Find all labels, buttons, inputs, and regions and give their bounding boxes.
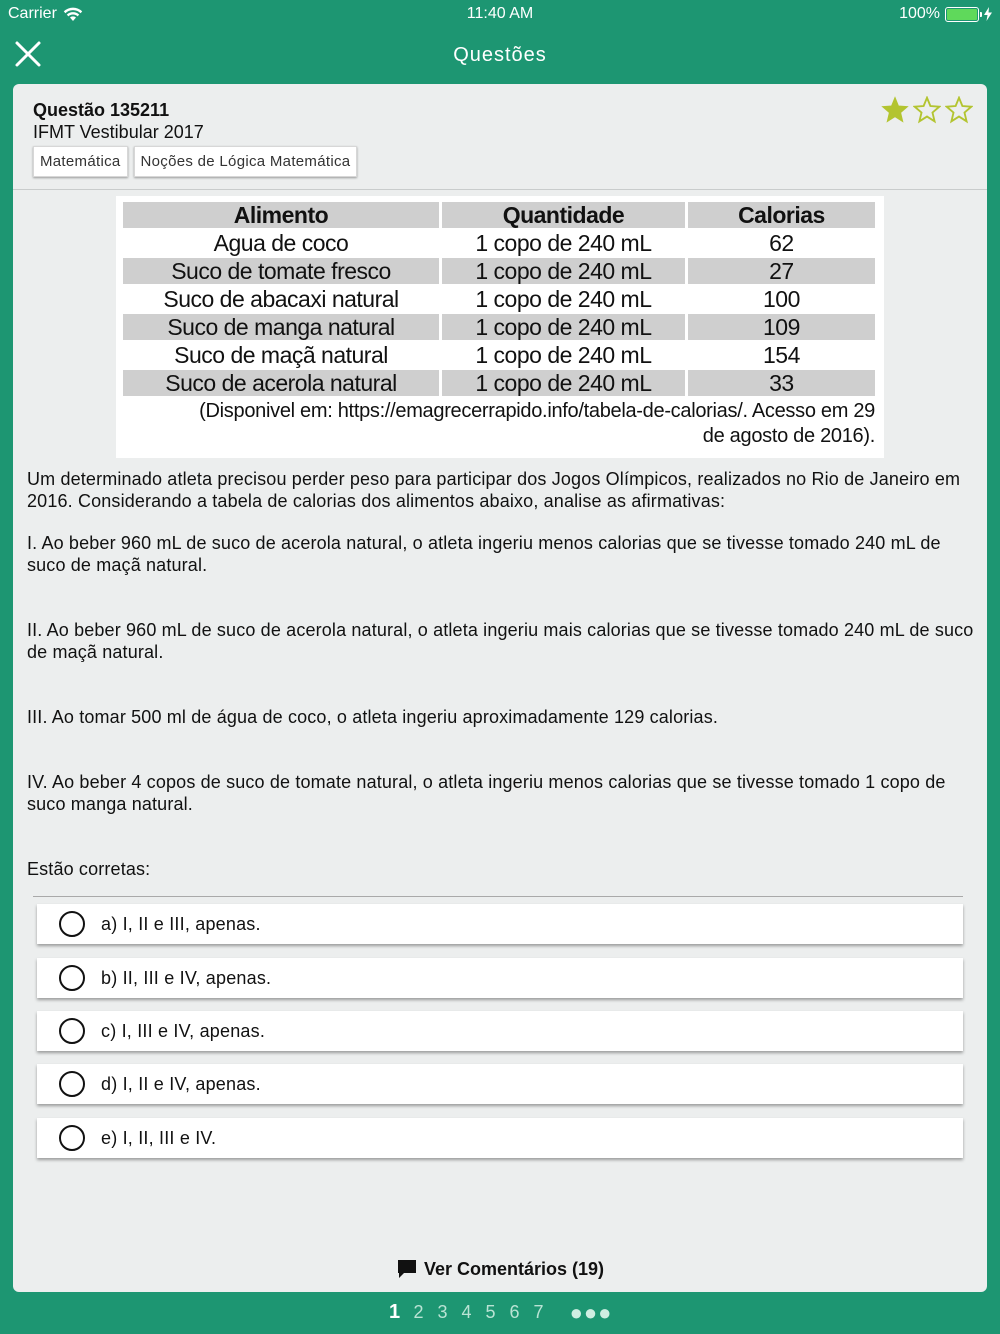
star-filled-icon[interactable]	[881, 96, 909, 124]
table-row	[123, 230, 875, 256]
table-cell: 1 copo de 240 mL	[442, 370, 685, 396]
page-7[interactable]: 7	[533, 1302, 544, 1322]
tag-matematica[interactable]: Matemática	[33, 146, 128, 177]
table-cell: 33	[688, 370, 875, 396]
answer-label: c) I, III e IV, apenas.	[101, 1020, 266, 1041]
table-source-line: de agosto de 2016).	[702, 425, 875, 447]
table-cell: Suco de manga natural	[123, 314, 439, 340]
page-1[interactable]: 1	[389, 1301, 401, 1323]
table-source-line: (Disponivel em: https://emagrecerrapido.info/tabela-de-calorias/. Acesso em 29	[199, 400, 875, 422]
question-prompt: Estão corretas:	[27, 859, 151, 879]
page-3[interactable]: 3	[437, 1302, 448, 1322]
table-cell: 1 copo de 240 mL	[442, 286, 685, 312]
answer-option-a[interactable]	[37, 904, 963, 944]
navigation-bar	[0, 30, 1000, 82]
table-row	[123, 258, 875, 284]
divider	[33, 896, 963, 897]
page-title: Questões	[453, 44, 547, 66]
statement-iv: IV. Ao beber 4 copos de suco de tomate natural, o atleta ingeriu menos calorias que se tivesse tomado 1 copo de suco manga natural.	[27, 772, 946, 814]
question-header	[13, 84, 987, 190]
table-cell: 62	[688, 230, 875, 256]
question-card	[13, 84, 987, 1292]
table-cell: 1 copo de 240 mL	[442, 230, 685, 256]
table-cell: Suco de abacaxi natural	[123, 286, 439, 312]
page-5[interactable]: 5	[485, 1302, 496, 1322]
view-comments-label: Ver Comentários (19)	[423, 1258, 605, 1279]
table-cell: 1 copo de 240 mL	[442, 258, 685, 284]
table-cell: Agua de coco	[123, 230, 439, 256]
table-cell: 1 copo de 240 mL	[442, 342, 685, 368]
radio-button[interactable]	[59, 911, 85, 937]
status-bar	[0, 0, 1000, 30]
answer-option-e[interactable]	[37, 1118, 963, 1158]
answer-label: e) I, II, III e IV.	[101, 1127, 217, 1148]
answer-label: a) I, II e III, apenas.	[101, 913, 261, 934]
table-source-row	[123, 398, 875, 449]
view-comments-button[interactable]	[13, 1258, 987, 1280]
battery-percent: 100%	[899, 5, 940, 22]
statement-ii: II. Ao beber 960 mL de suco de acerola natural, o atleta ingeriu mais calorias que se tivesse tomado 240 mL de suco de maçã natural.	[27, 620, 974, 662]
page-6[interactable]: 6	[509, 1302, 520, 1322]
table-source	[123, 398, 875, 449]
question-title: Questão 135211	[33, 100, 170, 120]
answer-option-d[interactable]	[37, 1064, 963, 1104]
battery-indicator	[899, 5, 992, 23]
table-cell: 1 copo de 240 mL	[442, 314, 685, 340]
carrier-label: Carrier	[8, 5, 57, 22]
radio-button[interactable]	[59, 965, 85, 991]
table-row	[123, 286, 875, 312]
battery-icon	[945, 7, 979, 22]
calorie-table-image	[116, 196, 884, 458]
question-intro: Um determinado atleta precisou perder peso para participar dos Jogos Olímpicos, realizados no Rio de Janeiro em 2016. Considerando a tabela de calorias dos alimentos abaixo, analise as afirmativas:	[27, 469, 961, 511]
table-cell: 27	[688, 258, 875, 284]
table-header: Alimento	[123, 202, 439, 228]
radio-button[interactable]	[59, 1071, 85, 1097]
table-cell: Suco de acerola natural	[123, 370, 439, 396]
table-header: Quantidade	[442, 202, 685, 228]
page-4[interactable]: 4	[461, 1302, 472, 1322]
answer-option-c[interactable]	[37, 1011, 963, 1051]
table-cell: Suco de maçã natural	[123, 342, 439, 368]
star-outline-icon[interactable]	[945, 96, 973, 124]
more-pages-icon[interactable]: ●●●	[569, 1299, 613, 1325]
answer-label: b) II, III e IV, apenas.	[101, 967, 272, 988]
radio-button[interactable]	[59, 1018, 85, 1044]
difficulty-rating	[881, 96, 973, 124]
table-cell: 100	[688, 286, 875, 312]
answer-label: d) I, II e IV, apenas.	[101, 1073, 261, 1094]
table-cell: Suco de tomate fresco	[123, 258, 439, 284]
subject-tags	[33, 146, 357, 177]
page-2[interactable]: 2	[413, 1302, 424, 1322]
charging-bolt-icon	[984, 7, 992, 21]
table-row	[123, 370, 875, 396]
comment-bubble-icon	[396, 1258, 418, 1280]
table-header: Calorias	[688, 202, 875, 228]
question-pagination	[0, 1301, 1000, 1324]
table-cell: 154	[688, 342, 875, 368]
statement-i: I. Ao beber 960 mL de suco de acerola natural, o atleta ingeriu menos calorias que se tivesse tomado 240 mL de suco de maçã natural.	[27, 533, 941, 575]
table-header-row	[123, 202, 875, 228]
tag-nocoes-logica[interactable]: Noções de Lógica Matemática	[134, 146, 358, 177]
calorie-table	[120, 200, 878, 451]
table-row	[123, 342, 875, 368]
star-outline-icon[interactable]	[913, 96, 941, 124]
radio-button[interactable]	[59, 1125, 85, 1151]
answer-option-b[interactable]	[37, 958, 963, 998]
table-cell: 109	[688, 314, 875, 340]
statement-iii: III. Ao tomar 500 ml de água de coco, o atleta ingeriu aproximadamente 129 calorias.	[27, 707, 719, 727]
table-row	[123, 314, 875, 340]
question-source: IFMT Vestibular 2017	[33, 122, 204, 142]
clock: 11:40 AM	[466, 5, 534, 22]
